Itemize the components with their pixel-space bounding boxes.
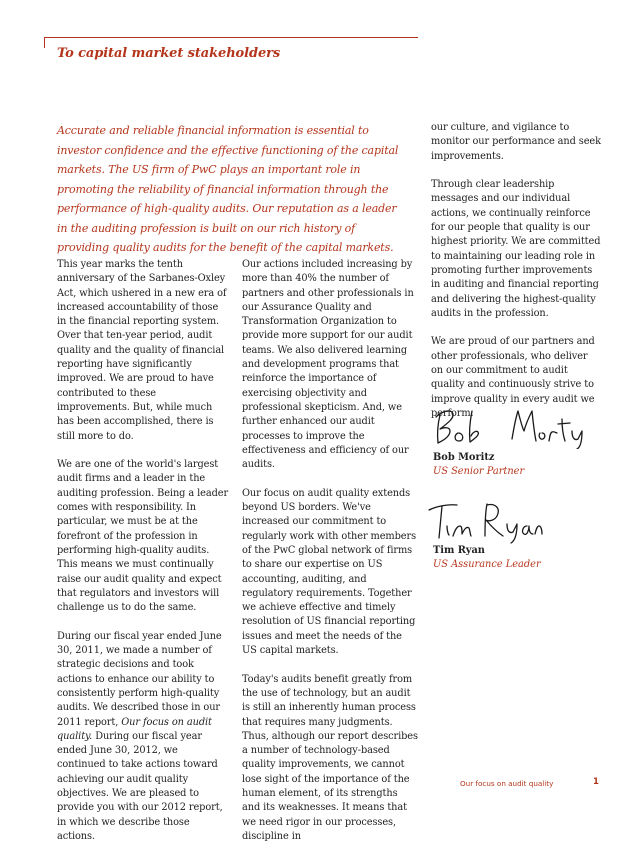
- body-column-3: [431, 121, 601, 436]
- intro-text: Accurate and reliable financial information is essential to investor confidence and the effective functioning of the capital markets. The US firm of PwC plays an important role in promoting the reliability of financial information through the performance of high-quality audits. Our reputation as a leader in the auditing profession is built on our rich history of providing quality audits for the benefit of the capital markets.: [57, 124, 399, 254]
- page-title: To capital market stakeholders: [57, 46, 281, 61]
- signatory-name-1: Bob Moritz: [433, 452, 495, 463]
- column3-paragraph-1: our culture, and vigilance to monitor our performance and seek improvements.: [431, 122, 601, 162]
- column1-paragraph-3-start: During our fiscal year ended June 30, 2011, we made a number of strategic decisions and took actions to enhance our ability to consistently perform high-quality audits. We described those in our 2011 report,: [57, 630, 222, 728]
- column2-paragraph-1: Our actions included increasing by more than 40% the number of partners and other professionals in our Assurance Quality and Transformation Organization to provide more support for our audit teams. We also delivered learning and development programs that reinforce the importance of exercising objectivity and professional skepticism. And, we further enhanced our audit processes to improve the effectiveness and efficiency of our audits.: [242, 259, 414, 471]
- column2-paragraph-3: Today's audits benefit greatly from the use of technology, but an audit is still an inherently human process that requires many judgments. Thus, although our report describes a number of technology-based quality improvements, we cannot lose sight of the importance of the human element, of its strengths and its weaknesses. It means that we need rigor in our processes, discipline in: [242, 673, 418, 842]
- body-column-1: [57, 258, 229, 858]
- page-number: 1: [593, 777, 599, 787]
- footer-report-title: Our focus on audit quality: [460, 779, 554, 788]
- column1-paragraph-3-end: During our fiscal year ended June 30, 2012, we continued to take actions toward achieving our audit quality objectives. We are pleased to provide you with our 2012 report, in which we describe those actions.: [57, 730, 223, 842]
- signatory-name-2: Tim Ryan: [433, 545, 485, 556]
- header-rule-tick: [44, 37, 45, 48]
- column2-paragraph-2: Our focus on audit quality extends beyond US borders. We've increased our commitment to regularly work with other members of the PwC global network of firms to share our expertise on US accounting, auditing, and regulatory requirements. Together we achieve effective and timely resolution of US financial reporting issues and meet the needs of the US capital markets.: [242, 487, 416, 657]
- signatory-title-1: US Senior Partner: [433, 466, 525, 477]
- column3-paragraph-2: Through clear leadership messages and our individual actions, we continually reinforce for our people that quality is our highest priority. We are committed to maintaining our leading role in promoting further improvements in auditing and financial reporting and delivering the highest-quality audits in the profession.: [431, 179, 601, 319]
- tim-ryan-signature: [425, 496, 545, 544]
- column1-paragraph-1: This year marks the tenth anniversary of the Sarbanes-Oxley Act, which ushered in a new era of increased accountability of those in the financial reporting system. Over that ten-year period, audit quality and the quality of financial reporting have significantly improved. We are proud to have contributed to these improvements. But, while much has been accomplished, there is still more to do.: [57, 259, 227, 442]
- header-rule: [44, 37, 418, 38]
- body-column-2: [242, 258, 418, 858]
- bob-moritz-signature: [428, 403, 588, 449]
- intro-paragraph: [57, 121, 409, 258]
- report-title-reference: Our focus on audit quality.: [57, 716, 212, 742]
- column1-paragraph-2: We are one of the world's largest audit firms and a leader in the auditing profession. Being a leader comes with responsibility. In particular, we must be at the forefront of the profession in performing high-quality audits. This means we must continually raise our audit quality and expect that regulators and investors will challenge us to do the same.: [57, 459, 229, 614]
- column3-paragraph-3: We are proud of our partners and other professionals, who deliver on our commitment to audit quality and continuously strive to improve quality in every audit we perform.: [431, 336, 595, 419]
- signatory-title-2: US Assurance Leader: [433, 559, 541, 570]
- column1-paragraph-3: [57, 630, 229, 844]
